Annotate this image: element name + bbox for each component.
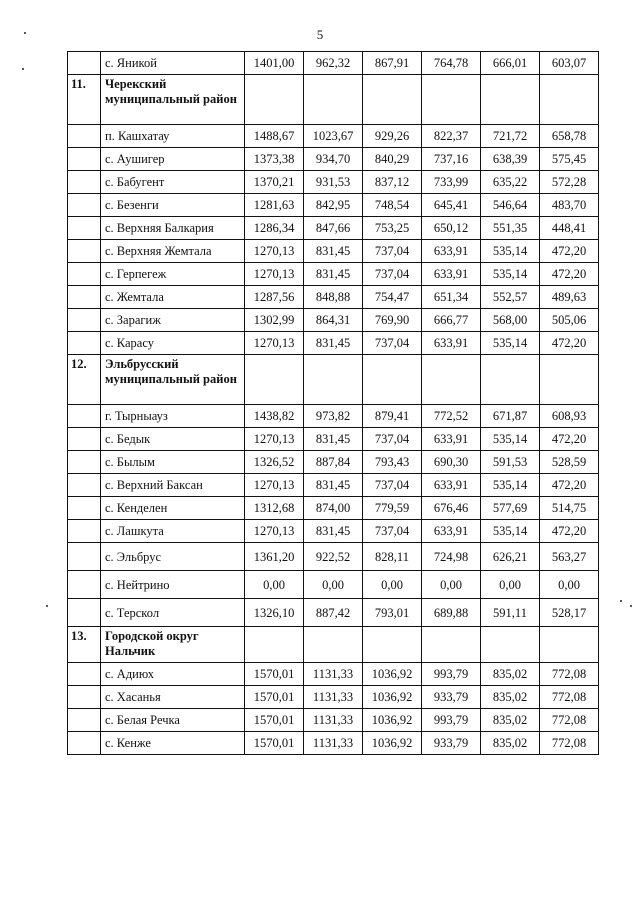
- settlement-name: с. Зарагиж: [101, 309, 245, 332]
- table-row: [68, 217, 599, 240]
- value-cell: 1270,13: [245, 332, 304, 355]
- settlement-name: г. Тырныауз: [101, 405, 245, 428]
- value-cell: 754,47: [363, 286, 422, 309]
- value-cell: 1270,13: [245, 520, 304, 543]
- table-row: [68, 571, 599, 599]
- value-cell: 577,69: [481, 497, 540, 520]
- value-cell: 737,04: [363, 332, 422, 355]
- row-number-cell: [68, 171, 101, 194]
- value-cell: 568,00: [481, 309, 540, 332]
- value-cell: 528,59: [540, 451, 599, 474]
- row-number-cell: [68, 286, 101, 309]
- value-cell: 690,30: [422, 451, 481, 474]
- empty-cell: [481, 627, 540, 663]
- scan-speck: [46, 605, 48, 607]
- value-cell: 472,20: [540, 428, 599, 451]
- value-cell: 842,95: [304, 194, 363, 217]
- settlement-name: с. Белая Речка: [101, 709, 245, 732]
- value-cell: 993,79: [422, 663, 481, 686]
- table-row: [68, 52, 599, 75]
- settlement-name: с. Адиюх: [101, 663, 245, 686]
- value-cell: 879,41: [363, 405, 422, 428]
- value-cell: 1438,82: [245, 405, 304, 428]
- value-cell: 0,00: [304, 571, 363, 599]
- page-number: 5: [316, 27, 324, 42]
- value-cell: 933,79: [422, 732, 481, 755]
- value-cell: 737,04: [363, 474, 422, 497]
- settlement-name: с. Карасу: [101, 332, 245, 355]
- table-body: [68, 52, 599, 755]
- value-cell: 887,84: [304, 451, 363, 474]
- table-row: [68, 148, 599, 171]
- value-cell: 658,78: [540, 125, 599, 148]
- value-cell: 638,39: [481, 148, 540, 171]
- settlement-name: с. Безенги: [101, 194, 245, 217]
- value-cell: 1570,01: [245, 709, 304, 732]
- row-number-cell: [68, 148, 101, 171]
- value-cell: 483,70: [540, 194, 599, 217]
- settlement-name: с. Терскол: [101, 599, 245, 627]
- row-number-cell: [68, 520, 101, 543]
- value-cell: 772,08: [540, 663, 599, 686]
- value-cell: 753,25: [363, 217, 422, 240]
- settlement-name: с. Нейтрино: [101, 571, 245, 599]
- value-cell: 779,59: [363, 497, 422, 520]
- section-number: 13.: [68, 627, 101, 663]
- value-cell: 505,06: [540, 309, 599, 332]
- value-cell: 724,98: [422, 543, 481, 571]
- table-row: [68, 520, 599, 543]
- row-number-cell: [68, 405, 101, 428]
- table-row: [68, 663, 599, 686]
- value-cell: 831,45: [304, 240, 363, 263]
- value-cell: 633,91: [422, 520, 481, 543]
- empty-cell: [304, 627, 363, 663]
- empty-cell: [481, 355, 540, 405]
- value-cell: 603,07: [540, 52, 599, 75]
- scan-speck: [620, 600, 622, 602]
- row-number-cell: [68, 309, 101, 332]
- row-number-cell: [68, 663, 101, 686]
- section-name: Городской округ Нальчик: [101, 627, 245, 663]
- row-number-cell: [68, 709, 101, 732]
- value-cell: 472,20: [540, 263, 599, 286]
- value-cell: 1270,13: [245, 263, 304, 286]
- value-cell: 645,41: [422, 194, 481, 217]
- empty-cell: [540, 355, 599, 405]
- row-number-cell: [68, 52, 101, 75]
- value-cell: 831,45: [304, 474, 363, 497]
- settlement-name: с. Верхняя Балкария: [101, 217, 245, 240]
- table-row: [68, 405, 599, 428]
- value-cell: 676,46: [422, 497, 481, 520]
- value-cell: 535,14: [481, 520, 540, 543]
- data-table: [67, 51, 599, 755]
- value-cell: 1270,13: [245, 428, 304, 451]
- value-cell: 1036,92: [363, 686, 422, 709]
- row-number-cell: [68, 332, 101, 355]
- value-cell: 1401,00: [245, 52, 304, 75]
- value-cell: 1570,01: [245, 686, 304, 709]
- value-cell: 633,91: [422, 332, 481, 355]
- value-cell: 1131,33: [304, 732, 363, 755]
- value-cell: 591,53: [481, 451, 540, 474]
- value-cell: 828,11: [363, 543, 422, 571]
- row-number-cell: [68, 686, 101, 709]
- value-cell: 608,93: [540, 405, 599, 428]
- value-cell: 962,32: [304, 52, 363, 75]
- value-cell: 933,79: [422, 686, 481, 709]
- section-row: [68, 75, 599, 125]
- scan-speck: [630, 605, 632, 607]
- value-cell: 0,00: [363, 571, 422, 599]
- row-number-cell: [68, 571, 101, 599]
- empty-cell: [363, 75, 422, 125]
- table-row: [68, 171, 599, 194]
- value-cell: 651,34: [422, 286, 481, 309]
- value-cell: 887,42: [304, 599, 363, 627]
- value-cell: 934,70: [304, 148, 363, 171]
- scan-speck: [24, 32, 26, 34]
- value-cell: 1281,63: [245, 194, 304, 217]
- settlement-name: с. Кенделен: [101, 497, 245, 520]
- value-cell: 528,17: [540, 599, 599, 627]
- row-number-cell: [68, 194, 101, 217]
- value-cell: 0,00: [481, 571, 540, 599]
- empty-cell: [363, 627, 422, 663]
- value-cell: 563,27: [540, 543, 599, 571]
- empty-cell: [304, 355, 363, 405]
- table-row: [68, 125, 599, 148]
- table-row: [68, 732, 599, 755]
- value-cell: 575,45: [540, 148, 599, 171]
- empty-cell: [422, 355, 481, 405]
- value-cell: 840,29: [363, 148, 422, 171]
- value-cell: 0,00: [422, 571, 481, 599]
- value-cell: 847,66: [304, 217, 363, 240]
- value-cell: 769,90: [363, 309, 422, 332]
- empty-cell: [422, 75, 481, 125]
- table-row: [68, 332, 599, 355]
- value-cell: 633,91: [422, 428, 481, 451]
- settlement-name: с. Лашкута: [101, 520, 245, 543]
- value-cell: 835,02: [481, 709, 540, 732]
- settlement-name: с. Герпегеж: [101, 263, 245, 286]
- value-cell: 874,00: [304, 497, 363, 520]
- value-cell: 737,16: [422, 148, 481, 171]
- value-cell: 737,04: [363, 263, 422, 286]
- value-cell: 535,14: [481, 263, 540, 286]
- section-row: [68, 627, 599, 663]
- value-cell: 666,77: [422, 309, 481, 332]
- empty-cell: [540, 627, 599, 663]
- value-cell: 835,02: [481, 663, 540, 686]
- settlement-name: с. Кенже: [101, 732, 245, 755]
- settlement-name: с. Жемтала: [101, 286, 245, 309]
- table-row: [68, 709, 599, 732]
- value-cell: 1326,10: [245, 599, 304, 627]
- row-number-cell: [68, 599, 101, 627]
- value-cell: 1287,56: [245, 286, 304, 309]
- value-cell: 1488,67: [245, 125, 304, 148]
- empty-cell: [245, 75, 304, 125]
- empty-cell: [245, 627, 304, 663]
- value-cell: 535,14: [481, 428, 540, 451]
- row-number-cell: [68, 263, 101, 286]
- value-cell: 489,63: [540, 286, 599, 309]
- value-cell: 822,37: [422, 125, 481, 148]
- value-cell: 1373,38: [245, 148, 304, 171]
- value-cell: 1131,33: [304, 663, 363, 686]
- settlement-name: с. Верхний Баксан: [101, 474, 245, 497]
- row-number-cell: [68, 240, 101, 263]
- settlement-name: с. Верхняя Жемтала: [101, 240, 245, 263]
- row-number-cell: [68, 543, 101, 571]
- value-cell: 721,72: [481, 125, 540, 148]
- value-cell: 1312,68: [245, 497, 304, 520]
- value-cell: 546,64: [481, 194, 540, 217]
- value-cell: 764,78: [422, 52, 481, 75]
- value-cell: 0,00: [540, 571, 599, 599]
- value-cell: 737,04: [363, 520, 422, 543]
- value-cell: 633,91: [422, 240, 481, 263]
- settlement-name: с. Бабугент: [101, 171, 245, 194]
- value-cell: 737,04: [363, 240, 422, 263]
- value-cell: 793,43: [363, 451, 422, 474]
- table-row: [68, 543, 599, 571]
- value-cell: 1302,99: [245, 309, 304, 332]
- value-cell: 472,20: [540, 474, 599, 497]
- value-cell: 535,14: [481, 332, 540, 355]
- value-cell: 633,91: [422, 263, 481, 286]
- value-cell: 929,26: [363, 125, 422, 148]
- table-row: [68, 428, 599, 451]
- value-cell: 831,45: [304, 263, 363, 286]
- value-cell: 1370,21: [245, 171, 304, 194]
- value-cell: 1570,01: [245, 732, 304, 755]
- settlement-name: с. Яникой: [101, 52, 245, 75]
- value-cell: 689,88: [422, 599, 481, 627]
- empty-cell: [481, 75, 540, 125]
- value-cell: 1570,01: [245, 663, 304, 686]
- settlement-name: п. Кашхатау: [101, 125, 245, 148]
- settlement-name: с. Бедык: [101, 428, 245, 451]
- value-cell: 848,88: [304, 286, 363, 309]
- row-number-cell: [68, 451, 101, 474]
- value-cell: 1131,33: [304, 709, 363, 732]
- value-cell: 1036,92: [363, 709, 422, 732]
- table-row: [68, 474, 599, 497]
- scan-speck: [22, 68, 24, 70]
- section-name: Эльбрусский муниципальный район: [101, 355, 245, 405]
- settlement-name: с. Аушигер: [101, 148, 245, 171]
- value-cell: 733,99: [422, 171, 481, 194]
- value-cell: 748,54: [363, 194, 422, 217]
- value-cell: 633,91: [422, 474, 481, 497]
- value-cell: 0,00: [245, 571, 304, 599]
- value-cell: 552,57: [481, 286, 540, 309]
- value-cell: 993,79: [422, 709, 481, 732]
- value-cell: 448,41: [540, 217, 599, 240]
- empty-cell: [540, 75, 599, 125]
- row-number-cell: [68, 217, 101, 240]
- empty-cell: [304, 75, 363, 125]
- value-cell: 867,91: [363, 52, 422, 75]
- empty-cell: [363, 355, 422, 405]
- empty-cell: [245, 355, 304, 405]
- value-cell: 973,82: [304, 405, 363, 428]
- value-cell: 831,45: [304, 520, 363, 543]
- row-number-cell: [68, 428, 101, 451]
- value-cell: 514,75: [540, 497, 599, 520]
- table-row: [68, 286, 599, 309]
- value-cell: 1131,33: [304, 686, 363, 709]
- value-cell: 835,02: [481, 732, 540, 755]
- table-row: [68, 194, 599, 217]
- row-number-cell: [68, 474, 101, 497]
- value-cell: 1270,13: [245, 474, 304, 497]
- value-cell: 931,53: [304, 171, 363, 194]
- row-number-cell: [68, 732, 101, 755]
- value-cell: 671,87: [481, 405, 540, 428]
- value-cell: 626,21: [481, 543, 540, 571]
- table-row: [68, 240, 599, 263]
- table-row: [68, 599, 599, 627]
- settlement-name: с. Эльбрус: [101, 543, 245, 571]
- value-cell: 831,45: [304, 332, 363, 355]
- value-cell: 591,11: [481, 599, 540, 627]
- value-cell: 1286,34: [245, 217, 304, 240]
- value-cell: 1036,92: [363, 732, 422, 755]
- value-cell: 535,14: [481, 474, 540, 497]
- value-cell: 1023,67: [304, 125, 363, 148]
- value-cell: 831,45: [304, 428, 363, 451]
- row-number-cell: [68, 125, 101, 148]
- table-row: [68, 309, 599, 332]
- table-row: [68, 263, 599, 286]
- section-row: [68, 355, 599, 405]
- value-cell: 535,14: [481, 240, 540, 263]
- empty-cell: [422, 627, 481, 663]
- value-cell: 793,01: [363, 599, 422, 627]
- value-cell: 772,08: [540, 686, 599, 709]
- section-number: 12.: [68, 355, 101, 405]
- value-cell: 635,22: [481, 171, 540, 194]
- value-cell: 837,12: [363, 171, 422, 194]
- value-cell: 472,20: [540, 520, 599, 543]
- row-number-cell: [68, 497, 101, 520]
- value-cell: 650,12: [422, 217, 481, 240]
- value-cell: 864,31: [304, 309, 363, 332]
- value-cell: 551,35: [481, 217, 540, 240]
- table-row: [68, 497, 599, 520]
- value-cell: 1036,92: [363, 663, 422, 686]
- value-cell: 1361,20: [245, 543, 304, 571]
- table-row: [68, 451, 599, 474]
- value-cell: 835,02: [481, 686, 540, 709]
- value-cell: 472,20: [540, 332, 599, 355]
- value-cell: 737,04: [363, 428, 422, 451]
- value-cell: 666,01: [481, 52, 540, 75]
- value-cell: 472,20: [540, 240, 599, 263]
- value-cell: 772,08: [540, 709, 599, 732]
- value-cell: 1270,13: [245, 240, 304, 263]
- section-name: Черекский муниципальный район: [101, 75, 245, 125]
- settlement-name: с. Былым: [101, 451, 245, 474]
- table-row: [68, 686, 599, 709]
- value-cell: 1326,52: [245, 451, 304, 474]
- value-cell: 922,52: [304, 543, 363, 571]
- value-cell: 772,08: [540, 732, 599, 755]
- settlement-name: с. Хасанья: [101, 686, 245, 709]
- value-cell: 772,52: [422, 405, 481, 428]
- value-cell: 572,28: [540, 171, 599, 194]
- section-number: 11.: [68, 75, 101, 125]
